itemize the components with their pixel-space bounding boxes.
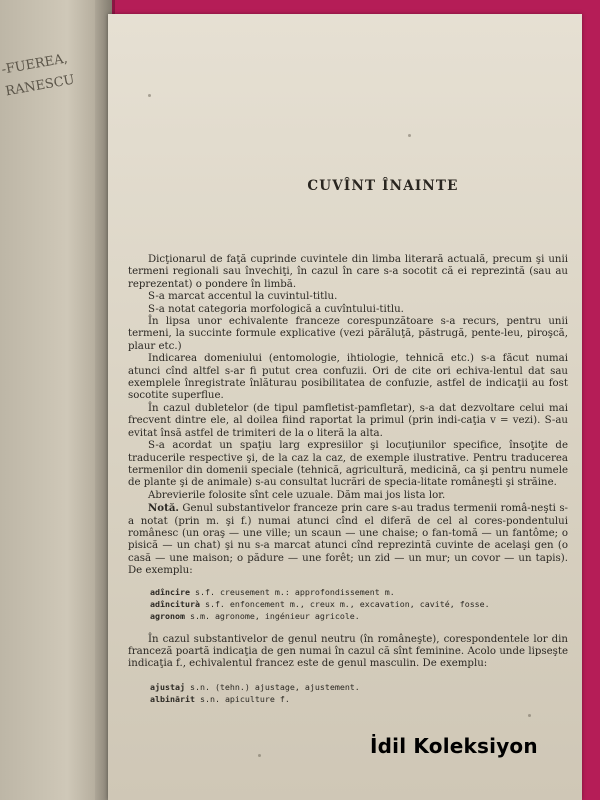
paper-speck: [528, 714, 531, 717]
entry-headword: adînciturà: [150, 598, 200, 609]
left-page-line: RANESCU: [4, 72, 76, 100]
nota-label: Notă.: [148, 502, 179, 515]
left-page-line: -FUEREA,: [0, 51, 69, 78]
entry-definition: s.n. apiculture f.: [194, 693, 290, 704]
paragraph: S-a marcat accentul la cuvintul-titlu.: [148, 291, 338, 303]
paragraph: În cazul substantivelor de genul neutru (în româneşte), corespondentele lor din franceză poartă indicaţia de gen numai în cazul că sînt feminine. Acolo unde lipseşte indicaţia f., echivalentul francez este de genul masculin. De exemplu:: [128, 633, 568, 670]
page-title: CUVÎNT ÎNAINTE: [307, 178, 459, 194]
paragraph: În lipsa unor echivalente franceze corespunzătoare s-a recurs, pentru unii termeni, la succinte formule explicative (vezi părăluţă, păstrugă, pente-leu, piroşcă, plaur etc.): [128, 316, 568, 352]
entry-definition: s.m. agronome, ingénieur agricole.: [184, 610, 360, 621]
example-entry: [150, 693, 568, 705]
example-entry: [150, 610, 568, 622]
entry-headword: ajustaj: [150, 681, 185, 692]
entry-headword: adîncire: [150, 586, 190, 597]
entry-definition: s.f. enfoncement m., creux m., excavation, cavité, fosse.: [199, 598, 490, 609]
left-page-text: [0, 47, 82, 103]
nota-paragraph: [128, 502, 568, 577]
entry-definition: s.n. (tehn.) ajustage, ajustement.: [184, 681, 360, 692]
paper-speck: [408, 134, 411, 137]
paper-speck: [258, 754, 261, 757]
example-entry: [150, 586, 568, 598]
entry-headword: agronom: [150, 610, 185, 621]
paragraph: S-a notat categoria morfologică a cuvîntului-titlu.: [148, 303, 404, 315]
watermark: İdil Koleksiyon: [370, 734, 538, 758]
example-entry: [150, 598, 568, 610]
book-page: [108, 14, 582, 800]
paragraph: S-a acordat un spaţiu larg expresiilor şi locuţiunilor specifice, însoţite de traducerile respective şi, de la caz la caz, de exemple ilustrative. Pentru traducerea termenilor din domenii speciale (tehnică, agricultură, medicină, ca şi pentru numele de plante şi de animale) s-au consultat lucrări de specia-litate româneşti şi străine.: [128, 440, 568, 489]
example-entry: [150, 681, 568, 693]
paragraph: Abrevierile folosite sînt cele uzuale. Dăm mai jos lista lor.: [148, 489, 446, 501]
paper-speck: [148, 94, 151, 97]
entry-headword: albinărit: [150, 693, 195, 704]
page-body: [128, 254, 568, 705]
paragraph: Dicţionarul de faţă cuprinde cuvintele din limba literară actuală, precum şi unii termeni regionali sau învechiţi, în cazul în care s-a socotit că ei reprezintă (sau au reprezentat) o pondere în limbă.: [128, 254, 568, 290]
nota-text: Genul substantivelor franceze prin care s-au tradus termenii româ-neşti s-a notat (prin m. şi f.) numai atunci cînd el diferă de cel al cores-pondentului românesc (un oraş — une ville; un scaun — une chaise; o fan-tomă — un fantôme; o pisică — un chat) şi nu s-a marcat atunci cînd reprezintă cuvinte de acelaşi gen (o casă — une maison; o pădure — une forêt; un zid — un mur; un covor — un tapis). De exemplu:: [128, 503, 568, 577]
paragraph: Indicarea domeniului (entomologie, ihtiologie, tehnică etc.) s-a făcut numai atunci cînd altfel s-ar fi putut crea confuzii. Ori de cite ori echiva-lentul dat sau exemplele înregistrate înlăturau posibilitatea de confuzie, astfel de indicaţii au fost socotite superflue.: [128, 353, 568, 402]
entry-definition: s.f. creusement m.: approfondissement m.: [189, 586, 395, 597]
paragraph: În cazul dubletelor (de tipul pamfletist-pamfletar), s-a dat dezvoltare celui mai frecvent dintre ele, al doilea fiind raportat la primul (prin indi-caţia v = vezi). S-au evitat însă astfel de trimiteri de la o literă la alta.: [128, 402, 568, 439]
